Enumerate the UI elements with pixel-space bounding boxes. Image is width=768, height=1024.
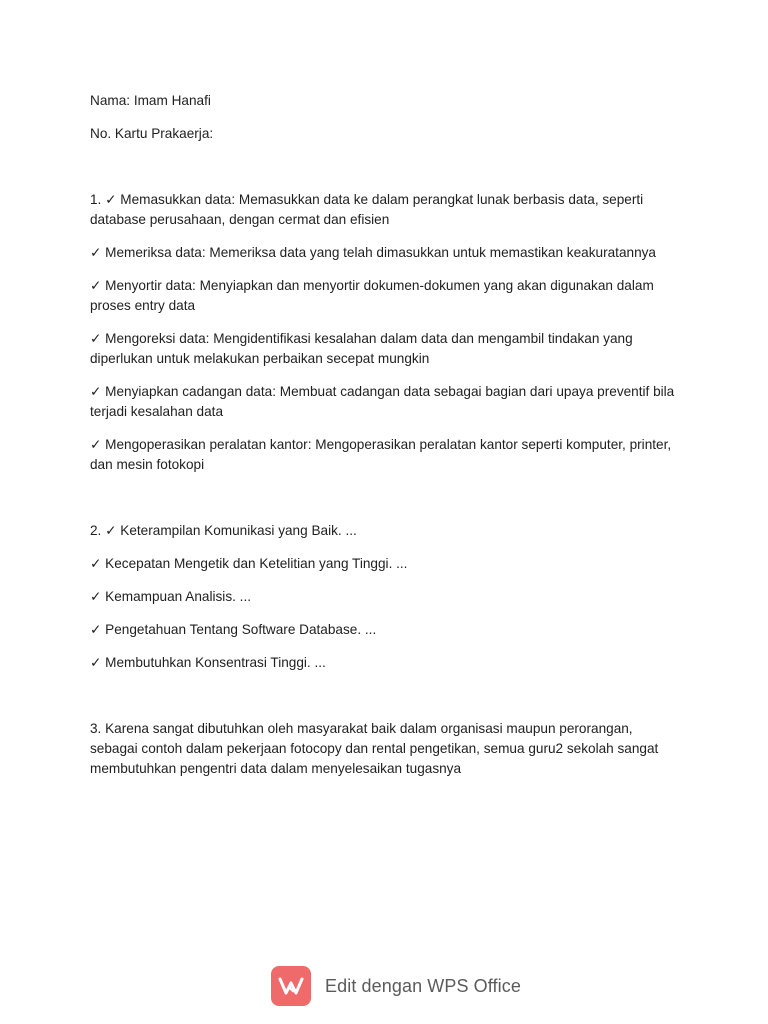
name-field: Nama: Imam Hanafi — [90, 93, 211, 108]
section-1-item: ✓ Menyortir data: Menyiapkan dan menyortir dokumen-dokumen yang akan digunakan dalam proses entry data — [90, 278, 654, 313]
edit-with-wps-label[interactable]: Edit dengan WPS Office — [325, 975, 521, 996]
section-1 — [90, 190, 680, 475]
wps-logo-glyph — [278, 976, 304, 996]
section-spacer — [90, 157, 680, 190]
section-1-item: ✓ Memeriksa data: Memeriksa data yang telah dimasukkan untuk memastikan keakuratannya — [90, 245, 656, 260]
section-2-item: ✓ Membutuhkan Konsentrasi Tinggi. ... — [90, 655, 326, 670]
section-1-item: ✓ Menyiapkan cadangan data: Membuat cadangan data sebagai bagian dari upaya preventif bila terjadi kesalahan data — [90, 384, 675, 419]
section-1-item: ✓ Mengoreksi data: Mengidentifikasi kesalahan dalam data dan mengambil tindakan yang diperlukan untuk melakukan perbaikan secepat mungkin — [90, 331, 633, 366]
wps-office-icon — [271, 966, 311, 1006]
section-2-item: ✓ Kecepatan Mengetik dan Ketelitian yang Tinggi. ... — [90, 556, 408, 571]
section-2-item: ✓ Pengetahuan Tentang Software Database. ... — [90, 622, 377, 637]
section-2-item: 2. ✓ Keterampilan Komunikasi yang Baik. ... — [90, 523, 357, 538]
section-2-item: ✓ Kemampuan Analisis. ... — [90, 589, 251, 604]
card-number-field: No. Kartu Prakaerja: — [90, 126, 214, 141]
section-1-item: ✓ Mengoperasikan peralatan kantor: Mengoperasikan peralatan kantor seperti komputer, printer, dan mesin fotokopi — [90, 437, 672, 472]
section-1-item: 1. ✓ Memasukkan data: Memasukkan data ke dalam perangkat lunak berbasis data, seperti database perusahaan, dengan cermat dan efisien — [90, 192, 644, 227]
section-spacer — [90, 488, 680, 521]
section-spacer — [90, 686, 680, 719]
document-body — [90, 91, 680, 792]
section-3-paragraph: 3. Karena sangat dibutuhkan oleh masyarakat baik dalam organisasi maupun perorangan, sebagai contoh dalam pekerjaan fotocopy dan rental pengetikan, semua guru2 sekolah sangat membutuhkan pengentri data dalam menyelesaikan tugasnya — [90, 721, 659, 776]
section-2 — [90, 521, 680, 673]
edit-with-wps-banner[interactable] — [271, 965, 521, 1007]
section-3 — [90, 719, 680, 779]
